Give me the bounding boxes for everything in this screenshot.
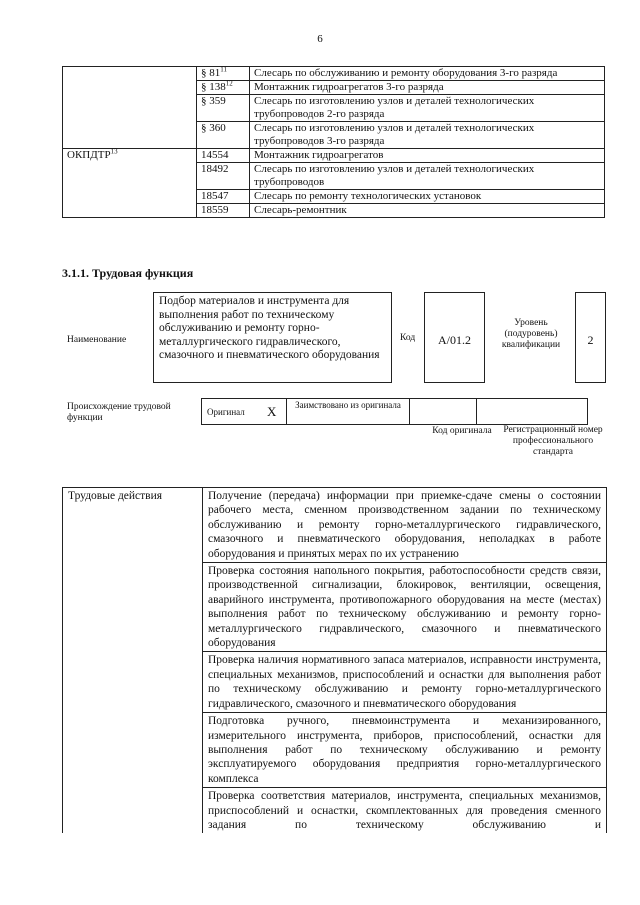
labor-actions-label: Трудовые действия bbox=[63, 488, 203, 834]
code-cell: 14554 bbox=[197, 149, 250, 163]
original-mark: X bbox=[262, 399, 287, 425]
labor-action-item: Проверка соответствия материалов, инструмента, специальных механизмов, приспособлений и оснастки, скомплектованных для проведения сменного задания по техническому обслуживанию и bbox=[203, 788, 607, 834]
okpdtr-text: ОКПДТР bbox=[67, 149, 111, 161]
section-title: 3.1.1. Трудовая функция bbox=[62, 266, 194, 280]
labor-action-item: Получение (передача) информации при приемке-сдаче смены о состоянии рабочего места, сменном производственном задании по техническому обслуживанию и ремонту горно-металлургического гидравлического, смазочного и пневматического оборудования, неполадках в работе оборудования и принятых мерах по их устранению bbox=[203, 488, 607, 563]
empty-label-cell bbox=[63, 81, 197, 95]
name-cell: Слесарь-ремонтник bbox=[250, 204, 605, 218]
table-row bbox=[63, 488, 607, 563]
labor-action-item: Проверка наличия нормативного запаса материалов, исправности инструмента, специальных механизмов, приспособлений и оснастки для выполнения работ по техническому обслуживанию и ремонту горно-металлургического гидравлического, смазочного и пневматического оборудования bbox=[203, 652, 607, 713]
code-cell: 18492 bbox=[197, 163, 250, 190]
labor-action-item: Проверка состояния напольного покрытия, работоспособности средств связи, производственной сигнализации, блокировок, вентиляции, освещения, аварийного инструмента, противопожарного оборудования на месте (местах) выполнения работ по техническому обслуживанию и ремонту горно-металлургического гидравлического, смазочного и пневматического оборудования bbox=[203, 563, 607, 652]
reg-number-cell bbox=[477, 399, 588, 425]
code-label: Код bbox=[400, 333, 416, 343]
borrowed-label: Заимствовано из оригинала bbox=[287, 399, 410, 425]
original-code-cell bbox=[410, 399, 477, 425]
okpdtr-label bbox=[63, 149, 197, 218]
code-cell: 18547 bbox=[197, 190, 250, 204]
page-number: 6 bbox=[317, 33, 323, 45]
qualification-level-label: Уровень (подуровень) квалификации bbox=[501, 318, 561, 350]
footnote-ref: 13 bbox=[110, 147, 118, 156]
table-row bbox=[202, 399, 588, 425]
name-cell: Слесарь по обслуживанию и ремонту оборудования 3-го разряда bbox=[250, 67, 605, 81]
function-code-box: A/01.2 bbox=[424, 292, 485, 383]
empty-label-cell bbox=[63, 67, 197, 81]
qualification-level-box: 2 bbox=[575, 292, 606, 383]
name-cell: Слесарь по изготовлению узлов и деталей технологических трубопроводов 3-го разряда bbox=[250, 122, 605, 149]
original-code-caption: Код оригинала bbox=[432, 426, 492, 436]
labor-action-item: Подготовка ручного, пневмоинструмента и механизированного, измерительного инструмента, приборов, приспособлений, оснастки для выполнения работ по техническому обслуживанию и ремонту эксплуатируемого оборудования предприятия горно-металлургического комплекса bbox=[203, 713, 607, 788]
origin-label: Происхождение трудовой функции bbox=[67, 402, 171, 423]
code-cell: § 359 bbox=[197, 95, 250, 122]
table-row bbox=[63, 81, 605, 95]
empty-label-cell bbox=[63, 122, 197, 149]
code-cell bbox=[197, 81, 250, 95]
reg-number-caption: Регистрационный номер профессионального стандарта bbox=[503, 425, 603, 457]
name-cell: Слесарь по изготовлению узлов и деталей технологических трубопроводов 2-го разряда bbox=[250, 95, 605, 122]
table-row bbox=[63, 95, 605, 122]
code-cell: § 360 bbox=[197, 122, 250, 149]
code-cell: 18559 bbox=[197, 204, 250, 218]
footnote-ref: 12 bbox=[225, 79, 233, 88]
table-row bbox=[63, 122, 605, 149]
empty-label-cell bbox=[63, 95, 197, 122]
name-cell: Монтажник гидроагрегатов bbox=[250, 149, 605, 163]
code-text: § 138 bbox=[201, 81, 226, 93]
name-cell: Монтажник гидроагрегатов 3-го разряда bbox=[250, 81, 605, 95]
name-cell: Слесарь по изготовлению узлов и деталей технологических трубопроводов bbox=[250, 163, 605, 190]
name-label: Наименование bbox=[67, 335, 127, 345]
function-name-box: Подбор материалов и инструмента для выполнения работ по техническому обслуживанию и ремонту горно-металлургического гидравлического, смазочного и пневматического оборудования bbox=[153, 292, 392, 383]
qualification-codes-table bbox=[62, 66, 605, 218]
code-cell bbox=[197, 67, 250, 81]
origin-table bbox=[201, 398, 588, 425]
original-label: Оригинал bbox=[202, 399, 263, 425]
labor-actions-table bbox=[62, 487, 607, 833]
code-text: § 81 bbox=[201, 67, 221, 79]
footnote-ref: 11 bbox=[220, 65, 227, 74]
name-cell: Слесарь по ремонту технологических установок bbox=[250, 190, 605, 204]
table-row bbox=[63, 67, 605, 81]
